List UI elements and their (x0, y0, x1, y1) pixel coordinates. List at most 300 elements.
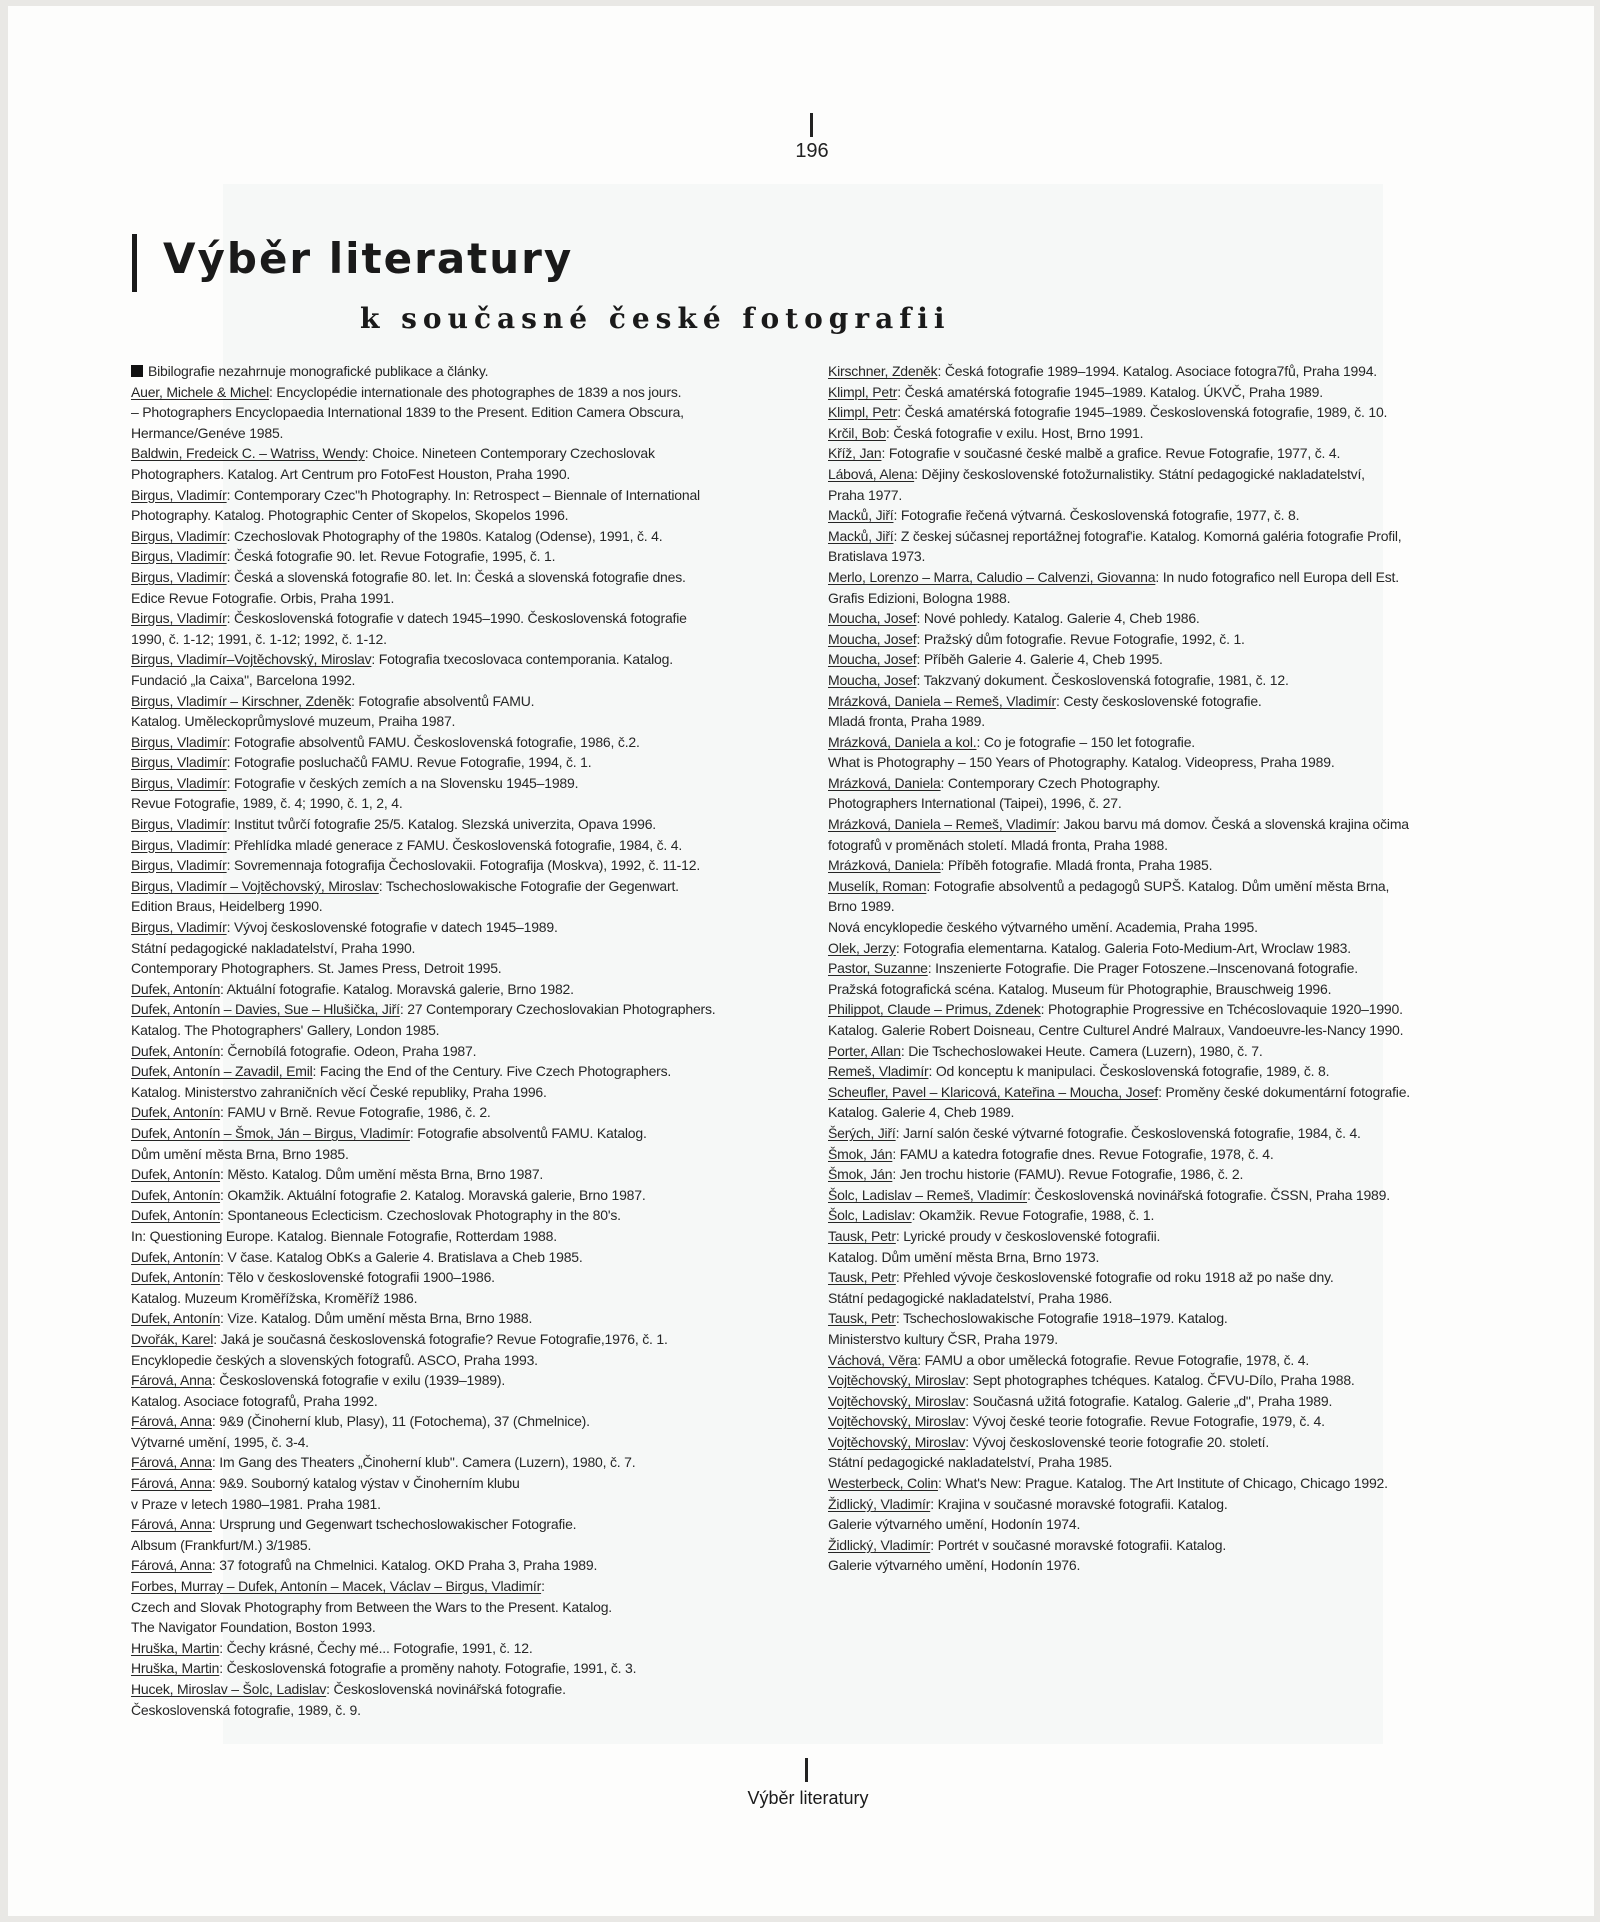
bibliography-line (131, 1514, 831, 1535)
bibliography-author: Kirschner, Zdeněk (828, 363, 938, 379)
bibliography-line (828, 649, 1528, 670)
bibliography-line (131, 814, 831, 835)
bibliography-text: : Vývoj československé fotografie v datech 1945–1989. (226, 919, 558, 936)
bibliography-line (828, 608, 1528, 629)
bibliography-author: Birgus, Vladimír (131, 816, 227, 833)
bibliography-line (828, 1123, 1528, 1144)
bibliography-line (828, 814, 1528, 835)
bibliography-text: : Pražský dům fotografie. Revue Fotografie, 1992, č. 1. (916, 630, 1245, 647)
bibliography-line (828, 773, 1528, 794)
bibliography-text: : FAMU a obor umělecká fotografie. Revue Fotografie, 1978, č. 4. (917, 1351, 1310, 1368)
bibliography-text: : (541, 1578, 545, 1595)
bibliography-line (828, 1494, 1528, 1515)
bibliography-line (828, 1164, 1528, 1185)
bibliography-line (131, 835, 831, 856)
bibliography-author: Remeš, Vladimír (828, 1063, 929, 1080)
bibliography-text: : Photographie Progressive en Tchécoslovaquie 1920–1990. (1040, 1001, 1403, 1018)
bibliography-line (828, 1205, 1528, 1226)
bibliography-line (131, 1700, 831, 1721)
bibliography-author: Hruška, Martin (131, 1660, 220, 1677)
bibliography-text: : Jarní salón české výtvarné fotografie. Československá fotografie, 1984, č. 4. (895, 1124, 1361, 1141)
bibliography-line (828, 793, 1528, 814)
bibliography-text: : Česká fotografie 90. let. Revue Fotografie, 1995, č. 1. (226, 548, 556, 565)
footer-rule (805, 1758, 808, 1782)
bibliography-line (131, 917, 831, 938)
bibliography-author: Šmok, Ján (828, 1166, 893, 1183)
bibliography-line (131, 629, 831, 650)
bibliography-text: : Lyrické proudy v československé fotografii. (895, 1227, 1161, 1244)
bibliography-line (828, 835, 1528, 856)
bibliography-line (131, 958, 831, 979)
bibliography-line (828, 999, 1528, 1020)
bibliography-text: : 9&9. Souborný katalog výstav v Činoherním klubu (211, 1475, 520, 1492)
bibliography-text: Galerie výtvarného umění, Hodonín 1976. (828, 1557, 1081, 1574)
bibliography-author: Fárová, Anna (131, 1413, 212, 1430)
bibliography-line (828, 938, 1528, 959)
bibliography-text: : In nudo fotografico nell Europa dell Est. (1155, 568, 1399, 585)
bibliography-author: Dufek, Antonín (131, 1310, 221, 1327)
bibliography-line (131, 402, 831, 423)
bibliography-text: Albsum (Frankfurt/M.) 3/1985. (131, 1536, 312, 1553)
bibliography-line (828, 1308, 1528, 1329)
bibliography-text: : Město. Katalog. Dům umění města Brna, Brno 1987. (220, 1166, 544, 1183)
bibliography-text: Praha 1977. (828, 486, 903, 503)
bibliography-text: Grafis Edizioni, Bologna 1988. (828, 589, 1011, 606)
bibliography-line (131, 1041, 831, 1062)
bibliography-text: Katalog. Galerie 4, Cheb 1989. (828, 1104, 1015, 1121)
bibliography-text: : Z českej súčasnej reportážnej fotograf'ie. Katalog. Komorná galéria fotografie Profil, (893, 527, 1402, 544)
bibliography-line (131, 855, 831, 876)
bibliography-text: : Im Gang des Theaters „Činoherní klub". Camera (Luzern), 1980, č. 7. (211, 1454, 636, 1471)
bibliography-text: : 9&9 (Činoherní klub, Plasy), 11 (Fotochema), 37 (Chmelnice). (211, 1413, 590, 1430)
bibliography-author: Scheufler, Pavel – Klaricová, Kateřina – Moucha, Josef (828, 1083, 1159, 1100)
bibliography-author: Dufek, Antonín (131, 1104, 221, 1121)
bibliography-text: Encyklopedie českých a slovenských fotografů. ASCO, Praha 1993. (131, 1351, 538, 1368)
bibliography-text: What is Photography – 150 Years of Photography. Katalog. Videopress, Praha 1989. (828, 754, 1335, 771)
bibliography-author: Vojtěchovský, Miroslav (828, 1433, 966, 1450)
bibliography-text: : Československá fotografie v exilu (1939–1989). (211, 1372, 506, 1389)
bibliography-author: Dufek, Antonín – Šmok, Ján – Birgus, Vladimír (131, 1124, 410, 1141)
bibliography-line (131, 1350, 831, 1371)
page-number-rule (810, 113, 813, 137)
bibliography-author: Moucha, Josef (828, 610, 917, 627)
bibliography-line (828, 1144, 1528, 1165)
bibliography-author: Porter, Allan (828, 1042, 901, 1059)
bibliography-text: Katalog. Muzeum Kroměřížska, Kroměříž 1986. (131, 1289, 418, 1306)
bibliography-line (828, 1267, 1528, 1288)
bibliography-author: Dufek, Antonín (131, 1166, 221, 1183)
bibliography-line (131, 526, 831, 547)
bibliography-text: : Die Tschechoslowakei Heute. Camera (Luzern), 1980, č. 7. (900, 1042, 1263, 1059)
bibliography-line (828, 1247, 1528, 1268)
bibliography-author: Lábová, Alena (828, 465, 915, 482)
bibliography-text: : 27 Contemporary Czechoslovakian Photographers. (399, 1001, 716, 1018)
bibliography-line (131, 1535, 831, 1556)
bibliography-line (131, 546, 831, 567)
bibliography-line (828, 1020, 1528, 1041)
bibliography-text: : Inszenierte Fotografie. Die Prager Fotoszene.–Inscenovaná fotografie. (927, 960, 1358, 977)
bibliography-column-right (828, 361, 1528, 1576)
bibliography-text: : Československá fotografie a proměny nahoty. Fotografie, 1991, č. 3. (219, 1660, 637, 1677)
bibliography-text: : Československá novinářská fotografie. (326, 1681, 566, 1697)
bibliography-text: Dům umění města Brna, Brno 1985. (131, 1145, 349, 1162)
bibliography-text: : Fotografie v českých zemích a na Slovensku 1945–1989. (226, 774, 579, 791)
bibliography-text: : Okamžik. Aktuální fotografie 2. Katalog. Moravská galerie, Brno 1987. (220, 1186, 646, 1203)
bibliography-text: : Ursprung und Gegenwart tschechoslowakischer Fotografie. (211, 1516, 577, 1533)
bibliography-text: : Příběh Galerie 4. Galerie 4, Cheb 1995. (916, 651, 1163, 668)
bibliography-line (131, 608, 831, 629)
bibliography-text: : Okamžik. Revue Fotografie, 1988, č. 1. (911, 1207, 1155, 1224)
bibliography-text: : Tschechoslowakische Fotografie der Gegenwart. (378, 877, 679, 894)
bibliography-text: : Fotografie absolventů FAMU. Československá fotografie, 1986, č.2. (226, 733, 640, 750)
bibliography-author: Vojtěchovský, Miroslav (828, 1413, 966, 1430)
bibliography-line (131, 1308, 831, 1329)
bibliography-author: Hruška, Martin (131, 1639, 220, 1656)
bibliography-line (828, 1473, 1528, 1494)
bibliography-text: – Photographers Encyclopaedia International 1839 to the Present. Edition Camera Obscura, (131, 404, 684, 421)
bibliography-author: Dufek, Antonín – Davies, Sue – Hlušička, Jiří (131, 1001, 400, 1018)
bibliography-text: : Fotografia txecoslovaca contemporania. Katalog. (371, 651, 673, 668)
bibliography-line (131, 382, 831, 403)
bibliography-text: : Fotografie absolventů FAMU. (351, 692, 535, 709)
bibliography-author: Dufek, Antonín (131, 1207, 221, 1224)
book-page (8, 6, 1594, 1916)
bibliography-line (131, 567, 831, 588)
bibliography-text: : Aktuální fotografie. Katalog. Moravská galerie, Brno 1982. (220, 980, 574, 997)
bibliography-line (828, 670, 1528, 691)
bibliography-line (828, 382, 1528, 403)
bibliography-author: Moucha, Josef (828, 651, 917, 668)
bibliography-line (131, 1658, 831, 1679)
bibliography-line (828, 691, 1528, 712)
bibliography-author: Philippot, Claude – Primus, Zdenek (828, 1001, 1041, 1018)
bibliography-text: : Choice. Nineteen Contemporary Czechoslovak (364, 445, 655, 462)
bibliography-author: Židlický, Vladimír (828, 1495, 931, 1512)
bibliography-line (828, 752, 1528, 773)
bibliography-line (828, 1432, 1528, 1453)
bibliography-author: Tausk, Petr (828, 1227, 896, 1244)
bibliography-text: Bibilografie nezahrnuje monografické publikace a články. (148, 363, 489, 379)
bibliography-author: Dufek, Antonín – Zavadil, Emil (131, 1063, 313, 1080)
bibliography-text: : Fotografia elementarna. Katalog. Galeria Foto-Medium-Art, Wroclaw 1983. (895, 939, 1351, 956)
bibliography-text: fotografů v proměnách století. Mladá fronta, Praha 1988. (828, 836, 1168, 853)
bibliography-line (131, 793, 831, 814)
bibliography-text: Photography. Katalog. Photographic Center of Skopelos, Skopelos 1996. (131, 507, 569, 524)
bibliography-author: Birgus, Vladimír (131, 857, 227, 874)
bibliography-line (131, 1638, 831, 1659)
bibliography-line (131, 1267, 831, 1288)
bibliography-text: : Krajina v současné moravské fotografii. Katalog. (930, 1495, 1228, 1512)
bibliography-line (131, 423, 831, 444)
bibliography-line (131, 752, 831, 773)
bibliography-line (828, 1350, 1528, 1371)
bibliography-text: : Takzvaný dokument. Československá fotografie, 1981, č. 12. (916, 671, 1289, 688)
bibliography-text: : 37 fotografů na Chmelnici. Katalog. OKD Praha 3, Praha 1989. (211, 1557, 598, 1574)
bibliography-line (828, 917, 1528, 938)
running-footer: Výběr literatury (747, 1788, 869, 1808)
bibliography-line (828, 1535, 1528, 1556)
bibliography-author: Birgus, Vladimír (131, 774, 227, 791)
bibliography-text: : Přehled vývoje československé fotografie od roku 1918 až po naše dny. (895, 1269, 1334, 1286)
bibliography-text: In: Questioning Europe. Katalog. Biennale Fotografie, Rotterdam 1988. (131, 1227, 557, 1244)
bibliography-text: Edice Revue Fotografie. Orbis, Praha 1991. (131, 589, 395, 606)
bibliography-text: : Jaká je současná československá fotografie? Revue Fotografie,1976, č. 1. (213, 1330, 668, 1347)
bibliography-author: Birgus, Vladimír (131, 733, 227, 750)
bibliography-author: Tausk, Petr (828, 1310, 896, 1327)
bibliography-text: : Sept photographes tchéques. Katalog. ČFVU-Dílo, Praha 1988. (965, 1372, 1355, 1389)
bibliography-line (131, 1226, 831, 1247)
bibliography-line (131, 1164, 831, 1185)
bibliography-author: Baldwin, Fredeick C. – Watriss, Wendy (131, 445, 365, 462)
bibliography-line (131, 1020, 831, 1041)
bibliography-author: Birgus, Vladimír (131, 919, 227, 936)
bibliography-line (828, 711, 1528, 732)
bibliography-text: 1990, č. 1-12; 1991, č. 1-12; 1992, č. 1-12. (131, 630, 387, 647)
bibliography-text: : Tělo v československé fotografii 1900–1986. (220, 1269, 495, 1286)
bibliography-text: : Nové pohledy. Katalog. Galerie 4, Cheb 1986. (916, 610, 1200, 627)
bibliography-author: Birgus, Vladimír (131, 486, 227, 503)
bibliography-author: Fárová, Anna (131, 1516, 212, 1533)
bibliography-line (131, 1123, 831, 1144)
bibliography-text: : Contemporary Czec"h Photography. In: Retrospect – Biennale of International (226, 486, 700, 503)
bibliography-line (828, 1370, 1528, 1391)
bibliography-author: Birgus, Vladimír–Vojtěchovský, Miroslav (131, 651, 372, 668)
bibliography-line (828, 485, 1528, 506)
bibliography-text: The Navigator Foundation, Boston 1993. (131, 1619, 376, 1636)
bibliography-text: : Vize. Katalog. Dům umění města Brna, Brno 1988. (220, 1310, 533, 1327)
bibliography-text: Československá fotografie, 1989, č. 9. (131, 1701, 361, 1718)
bibliography-text: : Fotografie absolventů FAMU. Katalog. (409, 1124, 647, 1141)
bibliography-text: Nová encyklopedie českého výtvarného umění. Academia, Praha 1995. (828, 919, 1258, 936)
title-rule (132, 234, 137, 292)
bibliography-text: Státní pedagogické nakladatelství, Praha 1986. (828, 1289, 1113, 1306)
bibliography-line (828, 629, 1528, 650)
bibliography-author: Kříž, Jan (828, 445, 882, 462)
bibliography-line (131, 1329, 831, 1350)
bibliography-text: : Černobílá fotografie. Odeon, Praha 1987. (220, 1042, 477, 1059)
bibliography-text: : FAMU a katedra fotografie dnes. Revue Fotografie, 1978, č. 4. (892, 1145, 1274, 1162)
bibliography-text: Katalog. Uměleckoprůmyslové muzeum, Praiha 1987. (131, 713, 456, 730)
bibliography-author: Šolc, Ladislav (828, 1207, 912, 1224)
bibliography-line (828, 505, 1528, 526)
bibliography-author: Hucek, Miroslav – Šolc, Ladislav (131, 1681, 327, 1697)
bibliography-text: : Československá fotografie v datech 1945–1990. Československá fotografie (226, 610, 687, 627)
bibliography-author: Birgus, Vladimír (131, 548, 227, 565)
bibliography-author: Krčil, Bob (828, 424, 886, 441)
bibliography-line (828, 1102, 1528, 1123)
bibliography-author: Mrázková, Daniela – Remeš, Vladimír (828, 816, 1056, 833)
bibliography-text: : Česká fotografie v exilu. Host, Brno 1991. (885, 424, 1144, 441)
bibliography-author: Birgus, Vladimír – Vojtěchovský, Miroslav (131, 877, 379, 894)
bibliography-author: Birgus, Vladimír (131, 527, 227, 544)
bibliography-line (828, 1452, 1528, 1473)
bibliography-author: Klimpl, Petr (828, 383, 898, 400)
bibliography-text: : Česká a slovenská fotografie 80. let. In: Česká a slovenská fotografie dnes. (226, 568, 686, 585)
bibliography-line (828, 567, 1528, 588)
bibliography-author: Fárová, Anna (131, 1372, 212, 1389)
bibliography-author: Birgus, Vladimír (131, 568, 227, 585)
bibliography-text: : Facing the End of the Century. Five Czech Photographers. (312, 1063, 672, 1080)
bibliography-line (131, 1247, 831, 1268)
bibliography-text: Ministerstvo kultury ČSR, Praha 1979. (828, 1330, 1058, 1347)
bibliography-line (828, 1329, 1528, 1350)
bibliography-text: : Příběh fotografie. Mladá fronta, Praha 1985. (940, 857, 1213, 874)
bibliography-line (131, 1185, 831, 1206)
bibliography-line (131, 979, 831, 1000)
bibliography-line (131, 773, 831, 794)
bibliography-author: Tausk, Petr (828, 1269, 896, 1286)
bibliography-text: : Dějiny československé fotožurnalistiky. Státní pedagogické nakladatelství, (914, 465, 1365, 482)
bibliography-author: Vojtěchovský, Miroslav (828, 1372, 966, 1389)
bibliography-line (131, 1288, 831, 1309)
bibliography-text: : Cesty československé fotografie. (1055, 692, 1262, 709)
bibliography-text: : Jakou barvu má domov. Česká a slovenská krajina očima (1055, 816, 1409, 833)
bibliography-line (828, 958, 1528, 979)
bibliography-line (828, 1288, 1528, 1309)
bibliography-author: Pastor, Suzanne (828, 960, 928, 977)
bibliography-text: : Současná užitá fotografie. Katalog. Galerie „d", Praha 1989. (965, 1392, 1333, 1409)
bibliography-text: Hermance/Genéve 1985. (131, 424, 284, 441)
bibliography-text: : Přehlídka mladé generace z FAMU. Československá fotografie, 1984, č. 4. (226, 836, 683, 853)
bibliography-text: Katalog. Galerie Robert Doisneau, Centre Culturel André Malraux, Vandoeuvre-les-Nancy 1990. (828, 1022, 1404, 1038)
bibliography-text: : Encyclopédie internationale des photographes de 1839 a nos jours. (269, 383, 682, 400)
bibliography-line (131, 999, 831, 1020)
bibliography-line (131, 361, 831, 382)
bibliography-line (131, 1576, 831, 1597)
bibliography-text: : Jen trochu historie (FAMU). Revue Fotografie, 1986, č. 2. (892, 1166, 1244, 1183)
bibliography-author: Fárová, Anna (131, 1557, 212, 1574)
bibliography-text: : Czechoslovak Photography of the 1980s. Katalog (Odense), 1991, č. 4. (226, 527, 663, 544)
bibliography-line (828, 1061, 1528, 1082)
bibliography-text: : Vývoj československé teorie fotografie 20. století. (965, 1433, 1270, 1450)
bibliography-line (131, 464, 831, 485)
bibliography-text: : Tschechoslowakische Fotografie 1918–1979. Katalog. (895, 1310, 1228, 1327)
bibliography-line (828, 402, 1528, 423)
bibliography-line (131, 649, 831, 670)
bibliography-line (131, 732, 831, 753)
bibliography-text: Photographers International (Taipei), 1996, č. 27. (828, 795, 1122, 812)
bibliography-line (131, 1391, 831, 1412)
bibliography-line (828, 588, 1528, 609)
bibliography-text: Katalog. Ministerstvo zahraničních věcí České republiky, Praha 1996. (131, 1083, 547, 1100)
bibliography-line (828, 1555, 1528, 1576)
bibliography-line (131, 1082, 831, 1103)
bibliography-text: : Co je fotografie – 150 let fotografie. (976, 733, 1195, 750)
bibliography-line (131, 670, 831, 691)
bibliography-author: Váchová, Věra (828, 1351, 918, 1368)
bibliography-text: : V čase. Katalog ObKs a Galerie 4. Bratislava a Cheb 1985. (220, 1248, 583, 1265)
bibliography-text: : Česká amatérská fotografie 1945–1989. Československá fotografie, 1989, č. 10. (897, 404, 1388, 421)
bibliography-text: : Čechy krásné, Čechy mé... Fotografie, 1991, č. 12. (219, 1639, 533, 1656)
bibliography-author: Klimpl, Petr (828, 404, 898, 421)
bibliography-line (131, 691, 831, 712)
bibliography-line (131, 896, 831, 917)
bibliography-line (828, 1082, 1528, 1103)
bibliography-author: Fárová, Anna (131, 1454, 212, 1471)
bibliography-author: Dvořák, Karel (131, 1330, 214, 1347)
bibliography-author: Birgus, Vladimír (131, 610, 227, 627)
bibliography-text: : What's New: Prague. Katalog. The Art Institute of Chicago, Chicago 1992. (937, 1475, 1388, 1492)
bibliography-line (828, 1041, 1528, 1062)
bibliography-line (828, 443, 1528, 464)
bibliography-line (131, 1370, 831, 1391)
bibliography-author: Westerbeck, Colin (828, 1475, 938, 1492)
bibliography-line (828, 896, 1528, 917)
bibliography-line (828, 464, 1528, 485)
bibliography-line (828, 361, 1528, 382)
bibliography-text: : Institut tvůrčí fotografie 25/5. Katalog. Slezská univerzita, Opava 1996. (226, 816, 656, 833)
bibliography-line (828, 546, 1528, 567)
bibliography-text: : Od konceptu k manipulaci. Československá fotografie, 1989, č. 8. (928, 1063, 1330, 1080)
bibliography-author: Dufek, Antonín (131, 980, 221, 997)
bibliography-author: Muselík, Roman (828, 877, 927, 894)
bibliography-author: Židlický, Vladimír (828, 1536, 931, 1553)
bibliography-line (828, 1411, 1528, 1432)
bibliography-author: Moucha, Josef (828, 671, 917, 688)
bibliography-text: : Vývoj české teorie fotografie. Revue Fotografie, 1979, č. 4. (965, 1413, 1325, 1430)
bibliography-line (131, 1597, 831, 1618)
bibliography-author: Birgus, Vladimír (131, 836, 227, 853)
bibliography-author: Dufek, Antonín (131, 1269, 221, 1286)
bibliography-line (131, 876, 831, 897)
bibliography-text: : Fotografie v současné české malbě a grafice. Revue Fotografie, 1977, č. 4. (881, 445, 1341, 462)
bibliography-author: Olek, Jerzy (828, 939, 896, 956)
bibliography-line (828, 1185, 1528, 1206)
bibliography-line (131, 938, 831, 959)
bibliography-column-left (131, 361, 831, 1720)
bibliography-line (131, 1205, 831, 1226)
bibliography-text: Katalog. Dům umění města Brna, Brno 1973. (828, 1248, 1100, 1265)
bibliography-text: : Proměny české dokumentární fotografie. (1158, 1083, 1410, 1100)
bibliography-text: Výtvarné umění, 1995, č. 3-4. (131, 1433, 309, 1450)
bibliography-text: Photographers. Katalog. Art Centrum pro FotoFest Houston, Praha 1990. (131, 465, 571, 482)
bibliography-text: Czech and Slovak Photography from Between the Wars to the Present. Katalog. (131, 1598, 612, 1615)
bibliography-line (131, 505, 831, 526)
bibliography-text: Státní pedagogické nakladatelství, Praha 1990. (131, 939, 416, 956)
bibliography-author: Fárová, Anna (131, 1475, 212, 1492)
bibliography-author: Dufek, Antonín (131, 1186, 221, 1203)
bibliography-author: Forbes, Murray – Dufek, Antonín – Macek, Václav – Birgus, Vladimír (131, 1578, 542, 1595)
bibliography-text: Revue Fotografie, 1989, č. 4; 1990, č. 1, 2, 4. (131, 795, 403, 812)
bibliography-line (131, 485, 831, 506)
bibliography-author: Birgus, Vladimír (131, 754, 227, 771)
bibliography-line (828, 423, 1528, 444)
bibliography-text: : Fotografie řečená výtvarná. Československá fotografie, 1977, č. 8. (893, 507, 1300, 524)
bibliography-author: Dufek, Antonín (131, 1248, 221, 1265)
bibliography-line (828, 1226, 1528, 1247)
bibliography-line (828, 855, 1528, 876)
bibliography-text: : Portrét v současné moravské fotografii. Katalog. (930, 1536, 1227, 1553)
bibliography-line (131, 1102, 831, 1123)
bibliography-author: Auer, Michele & Michel (131, 383, 269, 400)
bibliography-author: Macků, Jiří (828, 507, 894, 524)
bibliography-line (131, 588, 831, 609)
bibliography-text: v Praze v letech 1980–1981. Praha 1981. (131, 1495, 381, 1512)
bibliography-author: Mrázková, Daniela a kol. (828, 733, 977, 750)
bibliography-text: : Spontaneous Eclecticism. Czechoslovak Photography in the 80's. (220, 1207, 621, 1224)
square-bullet-icon (131, 365, 143, 377)
bibliography-text: Katalog. Asociace fotografů, Praha 1992. (131, 1392, 378, 1409)
bibliography-author: Birgus, Vladimír – Kirschner, Zdeněk (131, 692, 352, 709)
bibliography-line (828, 732, 1528, 753)
bibliography-text: Galerie výtvarného umění, Hodonín 1974. (828, 1516, 1081, 1533)
page-subtitle: k současné české fotografii (360, 302, 951, 335)
bibliography-line (828, 526, 1528, 547)
bibliography-text: Státní pedagogické nakladatelství, Praha 1985. (828, 1454, 1113, 1471)
bibliography-text: : Contemporary Czech Photography. (940, 774, 1161, 791)
bibliography-line (828, 979, 1528, 1000)
bibliography-line (131, 1494, 831, 1515)
